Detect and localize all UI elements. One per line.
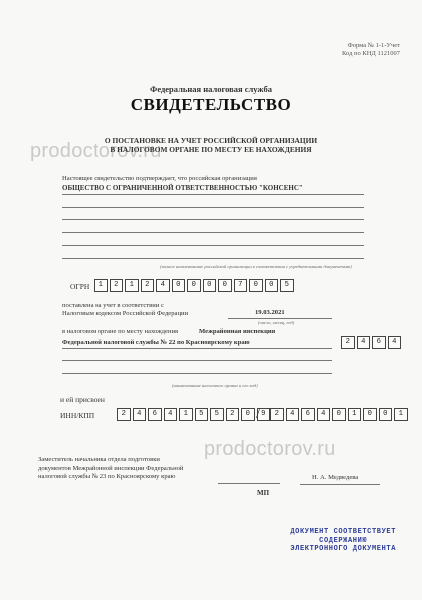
rule: [62, 373, 332, 374]
signatory-line-1: Заместитель начальника отдела подготовки: [38, 456, 160, 463]
kpp-digit: 0: [379, 408, 393, 421]
authority-caption: (наименование налогового органа и его код): [172, 383, 258, 388]
kpp-digit: 2: [270, 408, 284, 421]
inn-digit: 9: [257, 408, 271, 421]
kpp-digit: 0: [332, 408, 346, 421]
date-caption: (число, месяц, год): [258, 320, 295, 325]
inn-digit: 5: [195, 408, 209, 421]
rule: [62, 232, 364, 233]
inn-digit: 4: [133, 408, 147, 421]
rule: [62, 348, 332, 349]
knd-code: Код по КНД 1121007: [342, 50, 400, 57]
ogrn-digit: 2: [110, 279, 124, 292]
form-code: [342, 42, 400, 58]
authority-prefix: в налоговом органе по месту нахождения: [62, 328, 179, 335]
stamp-line-2: СОДЕРЖАНИЮ: [319, 536, 368, 545]
kpp-digit: 1: [348, 408, 362, 421]
inn-digit: 2: [226, 408, 240, 421]
authority-code-digit: 6: [372, 336, 386, 349]
ogrn-digit: 2: [141, 279, 155, 292]
stamp-line-1: ДОКУМЕНТ СООТВЕТСТВУЕТ: [290, 528, 396, 536]
inn-cells: [117, 408, 272, 421]
registration-date: 19.03.2021: [255, 309, 285, 316]
authority-code-digit: 4: [388, 336, 402, 349]
ogrn-digit: 5: [280, 279, 294, 292]
document-title: СВИДЕТЕЛЬСТВО: [130, 95, 292, 114]
ogrn-digit: 1: [125, 279, 139, 292]
rule: [300, 484, 380, 485]
authority-name-part-1: Межрайонная инспекция: [199, 328, 276, 335]
ogrn-label: ОГРН: [70, 282, 90, 291]
form-number: Форма № 1-1-Учет: [347, 42, 400, 49]
rule: [62, 219, 364, 220]
signature-line: [218, 483, 280, 484]
inn-digit: 5: [210, 408, 224, 421]
assigned-text: и ей присвоен: [60, 395, 105, 404]
ogrn-digit: 7: [234, 279, 248, 292]
organization-name: ОБЩЕСТВО С ОГРАНИЧЕННОЙ ОТВЕТСТВЕННОСТЬЮ "КОНСЕНС": [62, 184, 303, 192]
registration-line-1: поставлена на учет в соответствии с: [62, 302, 164, 309]
inn-digit: 2: [117, 408, 131, 421]
rule: [62, 207, 364, 208]
kpp-cells: [270, 408, 410, 421]
ogrn-digit: 0: [187, 279, 201, 292]
signatory-position: [38, 456, 183, 482]
signatory-line-3: налоговой службы № 23 по Красноярскому краю: [38, 473, 176, 481]
authority-code-cells: [341, 336, 403, 349]
authority-name-part-2: Федеральной налоговой службы № 22 по Красноярскому краю: [62, 339, 250, 346]
subtitle-line-1: О ПОСТАНОВКЕ НА УЧЕТ РОССИЙСКОЙ ОРГАНИЗАЦИИ: [104, 136, 318, 145]
rule: [62, 194, 364, 195]
signatory-name: Н. А. Медведева: [312, 474, 359, 481]
inn-digit: 0: [241, 408, 255, 421]
stamp-line-3: ЭЛЕКТРОННОГО ДОКУМЕНТА: [290, 545, 396, 553]
tax-service-name: Федеральная налоговая служба: [150, 84, 272, 94]
inn-kpp-label: ИНН/КПП: [60, 411, 95, 420]
subtitle-line-2: В НАЛОГОВОМ ОРГАНЕ ПО МЕСТУ ЕЕ НАХОЖДЕНИЯ: [110, 145, 312, 154]
authority-code-digit: 2: [341, 336, 355, 349]
kpp-digit: 6: [301, 408, 315, 421]
rule: [62, 258, 364, 259]
organization-caption: (полное наименование российской организации в соответствии с учредительными документами): [160, 264, 352, 269]
ogrn-digit: 4: [156, 279, 170, 292]
document-subtitle: [0, 136, 422, 154]
ogrn-cells: [94, 279, 296, 292]
inn-digit: 1: [179, 408, 193, 421]
ogrn-digit: 0: [218, 279, 232, 292]
rule: [62, 245, 364, 246]
ogrn-digit: 1: [94, 279, 108, 292]
ogrn-digit: 0: [203, 279, 217, 292]
registration-line-2: Налоговым кодексом Российской Федерации: [62, 310, 189, 317]
inn-digit: 6: [148, 408, 162, 421]
kpp-digit: 4: [317, 408, 331, 421]
kpp-digit: 4: [286, 408, 300, 421]
signatory-line-2: документов Межрайонной инспекции Федеральной: [38, 464, 184, 472]
rule: [228, 318, 332, 319]
intro-text: Настоящее свидетельство подтверждает, что российская организация: [62, 175, 257, 182]
inn-digit: 4: [164, 408, 178, 421]
ogrn-digit: 0: [249, 279, 263, 292]
kpp-digit: 0: [363, 408, 377, 421]
seal-place: МП: [257, 489, 270, 497]
electronic-document-stamp: [290, 528, 396, 554]
authority-code-digit: 4: [357, 336, 371, 349]
inn-kpp-separator: /: [256, 407, 260, 422]
rule: [62, 360, 332, 361]
ogrn-digit: 0: [265, 279, 279, 292]
watermark-bottom: prodoctorov.ru: [204, 438, 336, 460]
ogrn-digit: 0: [172, 279, 186, 292]
kpp-digit: 1: [394, 408, 408, 421]
watermark-top: prodoctorov.ru: [30, 140, 162, 162]
